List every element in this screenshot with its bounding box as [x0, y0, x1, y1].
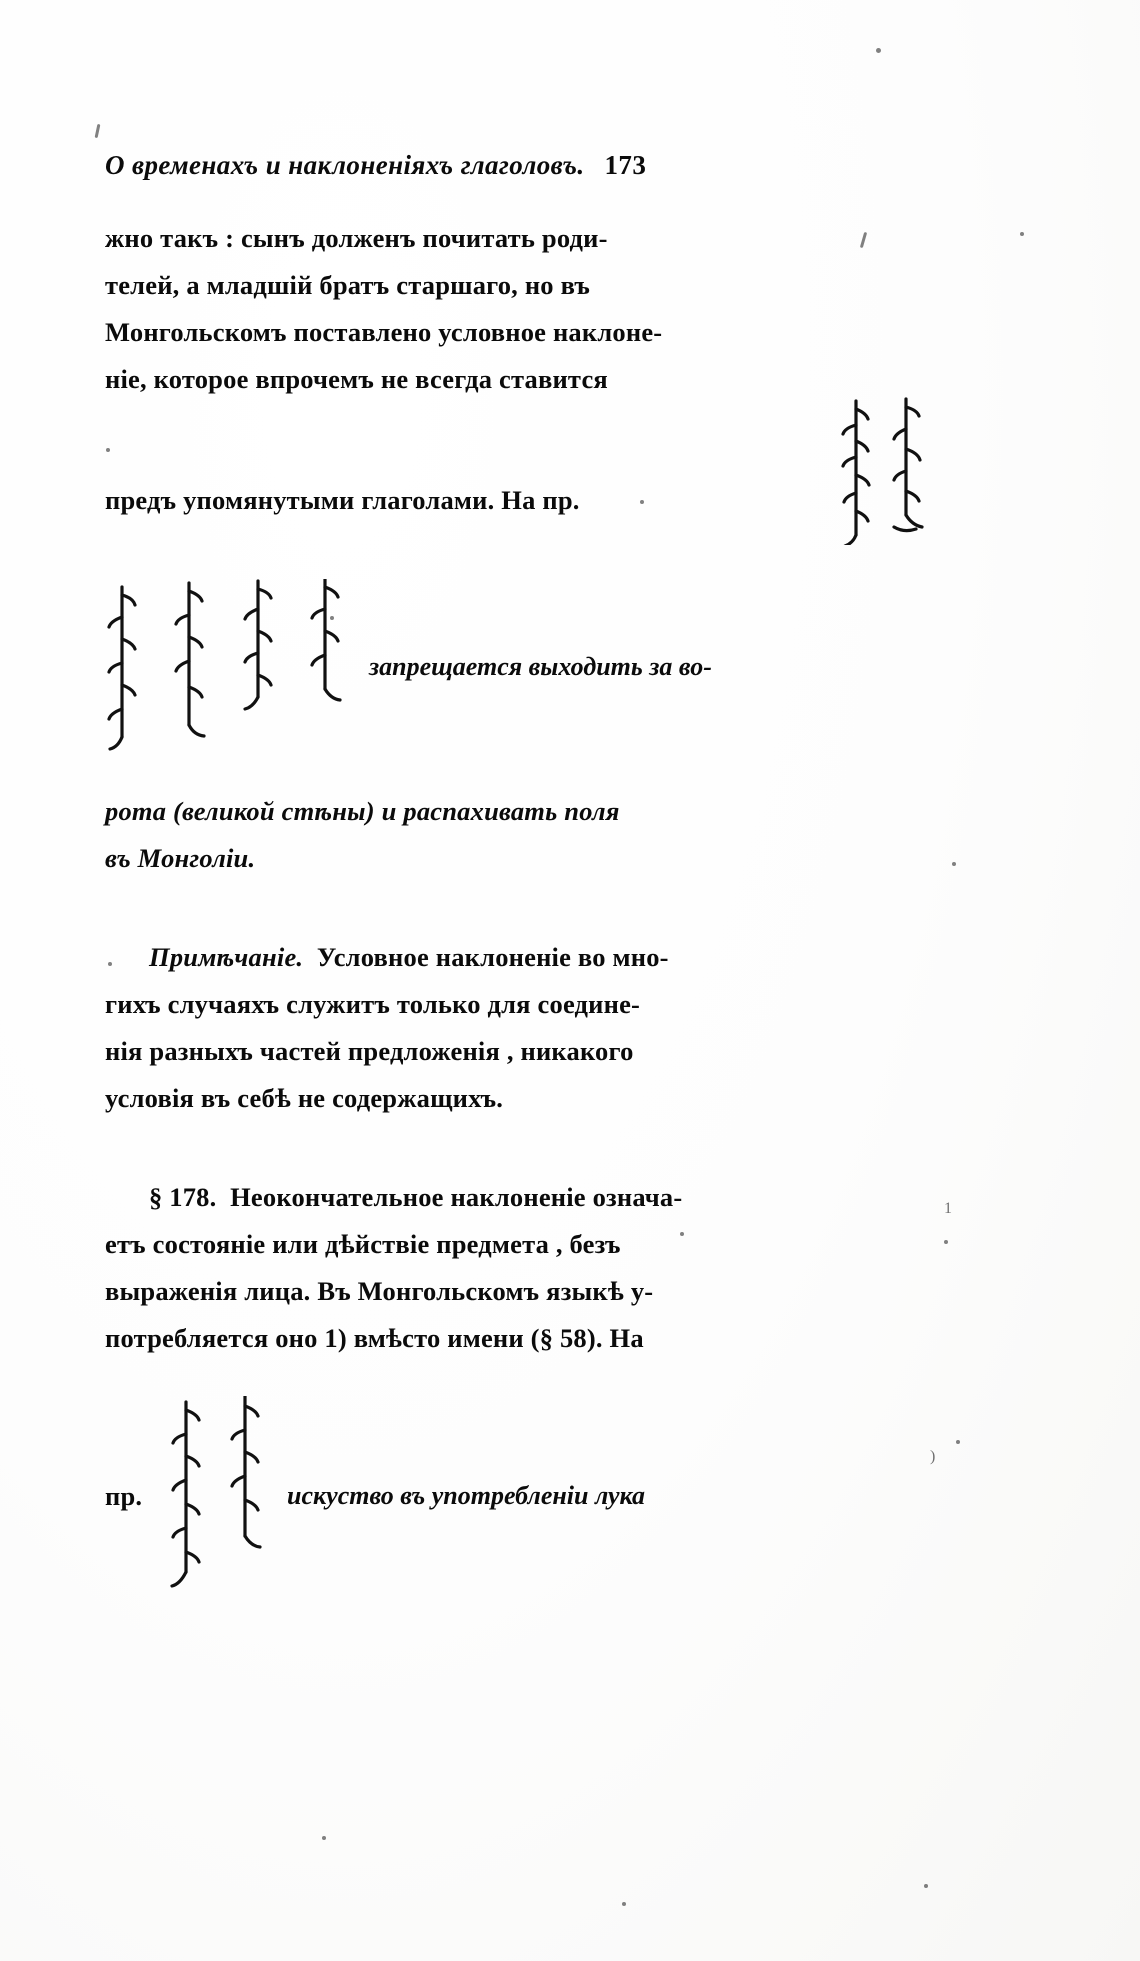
- section-number: § 178.: [149, 1182, 217, 1212]
- text-line: въ Монголіи.: [105, 843, 256, 873]
- text-line: [105, 1174, 925, 1221]
- scan-speck: [944, 1240, 948, 1244]
- text-line: Монгольскомъ поставлено условное наклоне-: [105, 317, 663, 347]
- text-line: ніе, которое впрочемъ не всегда ставится: [105, 364, 608, 394]
- mongolian-column: [173, 579, 207, 754]
- mongolian-column: [241, 579, 275, 754]
- text-line: пр.: [105, 1480, 143, 1511]
- text-line: выраженія лица. Въ Монгольскомъ языкѣ у-: [105, 1276, 654, 1306]
- text-line: жно такъ : сынъ долженъ почитать роди-: [105, 223, 608, 253]
- section-text-first: Неокончательное наклоненіе означа-: [230, 1182, 683, 1212]
- example-pr-label: [105, 1473, 165, 1520]
- example-translation: запрещается выходить за во-: [369, 651, 712, 681]
- running-head-title: О временахъ и наклоненіяхъ глаголовъ.: [105, 150, 585, 180]
- example-block-two: [105, 1396, 925, 1596]
- mongolian-script-example-one: [105, 579, 343, 754]
- mongolian-column: [229, 1396, 263, 1596]
- margin-mark: 1: [944, 1200, 952, 1217]
- example-translation: искуство въ употребленіи лука: [287, 1481, 646, 1510]
- scan-speck: [952, 862, 956, 866]
- scan-speck: [956, 1440, 960, 1444]
- text-line: рота (великой стѣны) и распахивать поля: [105, 796, 620, 826]
- note-label: Примѣчаніе.: [149, 942, 304, 972]
- text-line: нія разныхъ частей предложенія , никакого: [105, 1036, 634, 1066]
- page-number: 173: [604, 150, 647, 180]
- text-line: [105, 934, 925, 981]
- note-text-first: Условное наклоненіе во мно-: [316, 942, 669, 972]
- scan-speck: [622, 1902, 626, 1906]
- scan-speck: [1020, 232, 1024, 236]
- example-block-one: [105, 579, 925, 754]
- text-line: гихъ случаяхъ служитъ только для соедине-: [105, 989, 641, 1019]
- text-line-wrapper: [105, 477, 829, 524]
- note-paragraph: [105, 934, 925, 1122]
- text-line: телей, а младшій братъ старшаго, но въ: [105, 270, 591, 300]
- margin-mark: ): [930, 1448, 936, 1465]
- mongolian-column: [839, 395, 873, 545]
- text-line: етъ состояніе или дѣйствіе предмета , безъ: [105, 1229, 621, 1259]
- line-with-script: [105, 455, 925, 545]
- mongolian-script-right: [839, 395, 925, 545]
- mongolian-column: [105, 579, 139, 754]
- mongolian-column: [309, 579, 343, 754]
- running-head: [105, 150, 925, 181]
- example-translation-continued: [105, 788, 925, 882]
- text-line: потребляется оно 1) вмѣсто имени (§ 58). На: [105, 1323, 644, 1353]
- mongolian-column: [891, 395, 925, 545]
- page-content: [105, 150, 925, 1596]
- scan-speck: [876, 48, 881, 53]
- paragraph-continuation: [105, 215, 925, 403]
- text-line: предъ упомянутыми глаголами. На пр.: [105, 484, 580, 515]
- scan-speck: [95, 124, 101, 138]
- text-line: условія въ себѣ не содержащихъ.: [105, 1083, 504, 1113]
- mongolian-script-example-two: [169, 1396, 263, 1596]
- scan-speck: [322, 1836, 326, 1840]
- section-paragraph: [105, 1174, 925, 1362]
- scan-speck: [924, 1884, 928, 1888]
- mongolian-column: [169, 1396, 203, 1596]
